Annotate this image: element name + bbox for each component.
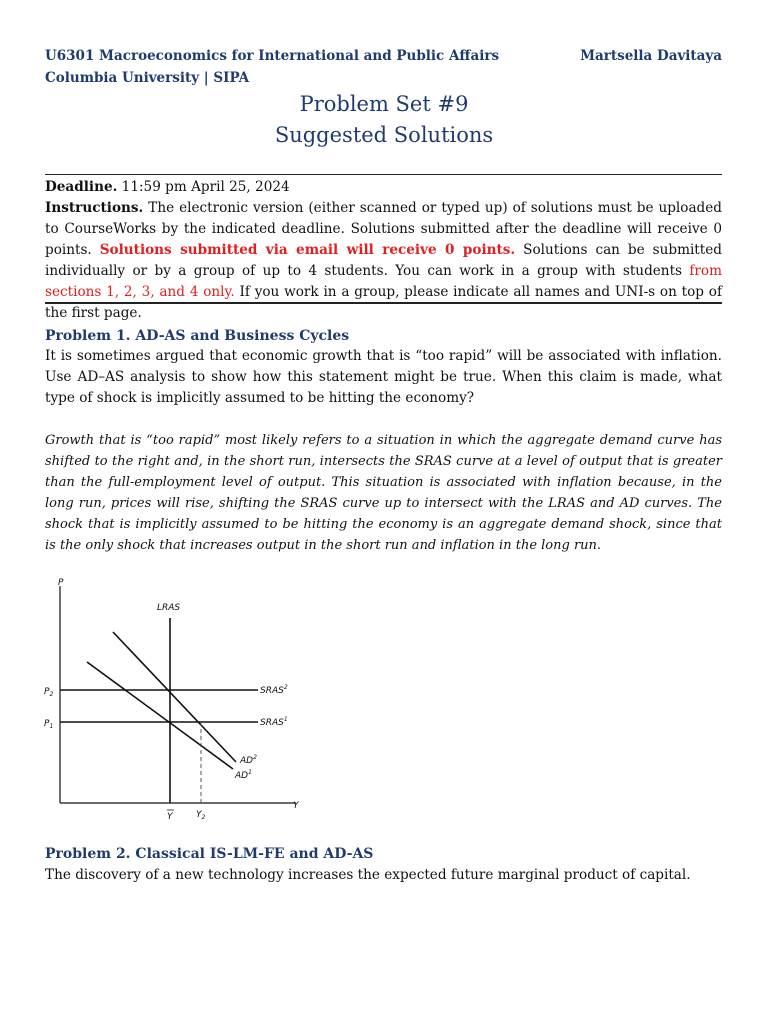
y2-label: $Y_2$ [196,810,206,821]
deadline-line [45,177,722,198]
email-warning: Solutions submitted via email will receive 0 points. [99,242,516,258]
sections-note: from sections 1, 2, 3, and 4 only. [45,263,722,300]
ad2-line [113,632,236,762]
problem1-answer: Growth that is “too rapid” most likely refers to a situation in which the aggregate demand curve has shifted to the right and, in the short run, intersects the SRAS curve at a level of output that is greater than the full-employment level of output. This situation is associated with inflation because, in the long run, prices will rise, shifting the SRAS curve up to intersect with the LRAS and AD curves. The shock that is implicitly assumed to be hitting the economy is an aggregate demand shock, since that is the only shock that increases output in the short run and inflation in the long run. [45,433,722,553]
ad1-label: $AD^1$ [235,769,252,781]
instructions-text-2: Solutions can be submitted individually or by a group of up to 4 students. You can work in a group with students [45,242,722,279]
instructions-block [45,198,722,324]
y-axis-label: P [58,578,64,588]
lras-label: LRAS [157,603,181,613]
deadline-value: 11:59 pm April 25, 2024 [121,179,290,195]
problem1-title: Problem 1. AD-AS and Business Cycles [45,328,350,344]
school-name: Columbia University | SIPA [45,70,250,86]
ybar-label: Y [167,812,173,822]
ad2-label: $AD^2$ [240,754,257,766]
instructions-text-3: If you work in a group, please indicate all names and UNI-s on top of the first page. [45,284,723,321]
ad-as-diagram [40,572,310,827]
ad1-line [87,662,233,769]
p2-label: $P_2$ [44,687,54,698]
page-title: Problem Set #9 [299,92,469,116]
x-axis-label: Y [293,801,299,811]
instructions-text-1: The electronic version (either scanned or typed up) of solutions must be uploaded to CourseWorks by the indicated deadline. Solutions submitted after the deadline will receive 0 points. [45,200,722,258]
sras1-label: SRAS$^1$ [260,716,288,728]
problem1-question: It is sometimes argued that economic growth that is “too rapid” will be associated with inflation. Use AD–AS analysis to show how this statement might be true. When this claim is made, what type of shock is implicitly assumed to be hitting the economy? [45,348,722,406]
problem2-title: Problem 2. Classical IS-LM-FE and AD-AS [45,846,374,862]
p1-label: $P_1$ [44,719,54,730]
instructions-label: Instructions. [45,200,144,216]
course-title: U6301 Macroeconomics for International and Public Affairs [45,48,500,64]
problem2-text: The discovery of a new technology increases the expected future marginal product of capital. [45,867,691,883]
instructor-name: Martsella Davitaya [580,48,722,64]
sras2-label: SRAS$^2$ [260,684,288,696]
page-subtitle: Suggested Solutions [274,123,494,147]
top-rule [45,174,722,175]
bottom-rule [45,302,722,304]
deadline-label: Deadline. [45,179,118,195]
